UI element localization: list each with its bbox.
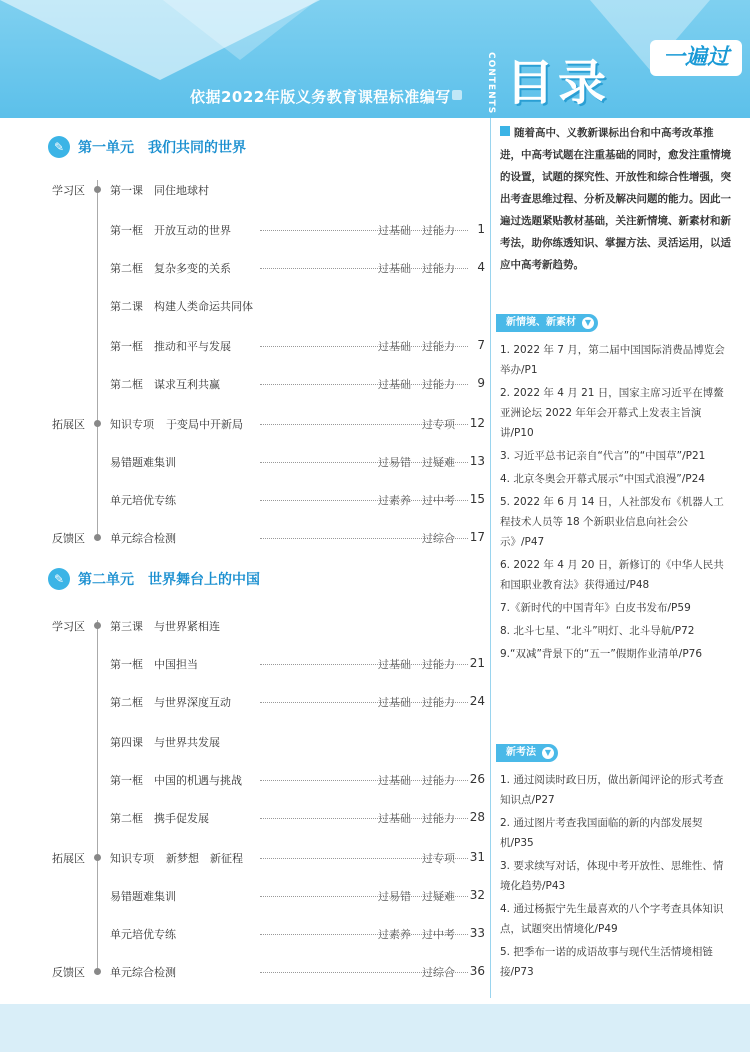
new-method-list xyxy=(500,770,732,985)
tag-basic: 过基础 xyxy=(378,696,411,709)
lesson-number: 第一课 xyxy=(110,184,143,197)
toc-row[interactable] xyxy=(110,182,488,198)
list-item[interactable]: 9.“双减”背景下的“五一”假期作业清单/P76 xyxy=(500,648,703,660)
tag-basic: 过基础 xyxy=(378,774,411,787)
toc-row[interactable] xyxy=(110,810,488,826)
page-header xyxy=(0,0,750,118)
unit-label: 第二单元 xyxy=(78,572,134,588)
tag-literacy: 过素养 xyxy=(378,928,411,941)
toc-row[interactable] xyxy=(110,492,488,508)
new-context-list xyxy=(500,340,732,667)
zone-label-expand: 拓展区 xyxy=(52,852,85,865)
lesson-number: 易错题难集训 xyxy=(110,456,176,469)
timeline-line xyxy=(97,620,98,972)
book-icon xyxy=(452,90,462,100)
list-item[interactable]: 1. 通过阅读时政日历，做出新闻评论的形式考查知识点/P27 xyxy=(500,774,724,806)
square-bullet-icon xyxy=(500,126,510,136)
intro-paragraph xyxy=(500,122,732,276)
chevron-down-icon: ▼ xyxy=(542,747,554,759)
timeline-dot xyxy=(94,186,101,193)
page-number: 36 xyxy=(469,964,485,978)
lesson-number: 第一框 xyxy=(110,340,143,353)
lesson-number: 单元综合检测 xyxy=(110,966,176,979)
footer-band xyxy=(0,998,750,1004)
tag-basic: 过基础 xyxy=(378,812,411,825)
toc-row[interactable] xyxy=(110,926,488,942)
list-item[interactable]: 7.《新时代的中国青年》白皮书发布/P59 xyxy=(500,602,691,614)
lesson-number: 第二框 xyxy=(110,812,143,825)
section-tag-label: 新情境、新素材 xyxy=(506,317,576,328)
tag-ability: 过能力 xyxy=(422,262,455,275)
page-title: 目录 xyxy=(506,55,611,111)
tag-ability: 过能力 xyxy=(422,812,455,825)
toc-row[interactable] xyxy=(110,260,488,276)
timeline-dot xyxy=(94,968,101,975)
lesson-number: 第二课 xyxy=(110,300,143,313)
list-item[interactable]: 6. 2022 年 4 月 20 日，新修订的《中华人民共和国职业教育法》获得通过/P48 xyxy=(500,559,724,591)
page-number: 24 xyxy=(469,694,485,708)
contents-label: CONTENTS xyxy=(486,52,496,115)
zone-label-feedback: 反馈区 xyxy=(52,532,85,545)
toc-row[interactable] xyxy=(110,222,488,238)
toc-row[interactable] xyxy=(110,964,488,980)
page-number: 31 xyxy=(469,850,485,864)
globe-icon: ✎ xyxy=(48,136,70,158)
section-tag-label: 新考法 xyxy=(506,747,536,758)
lesson-number: 第四课 xyxy=(110,736,143,749)
lesson-name: 与世界紧相连 xyxy=(154,620,220,633)
list-item[interactable]: 8. 北斗七星、“北斗”明灯、北斗导航/P72 xyxy=(500,625,695,637)
lesson-number: 第一框 xyxy=(110,224,143,237)
list-item[interactable]: 2. 2022 年 4 月 21 日，国家主席习近平在博鳌亚洲论坛 2022 年年会开幕式上发表主旨演讲/P10 xyxy=(500,387,724,439)
lesson-name: 与世界深度互动 xyxy=(154,696,231,709)
decor-chevron xyxy=(150,0,330,60)
toc-row[interactable] xyxy=(110,734,488,750)
tag-error: 过易错 xyxy=(378,456,411,469)
lesson-number: 第二框 xyxy=(110,696,143,709)
lesson-number: 第二框 xyxy=(110,262,143,275)
page-number: 26 xyxy=(469,772,485,786)
timeline-line xyxy=(97,180,98,540)
timeline-dot xyxy=(94,854,101,861)
section-tag-new-context xyxy=(496,314,598,332)
header-subtitle: 依据2022年版义务教育课程标准编写 xyxy=(190,88,451,106)
lesson-number: 第一框 xyxy=(110,658,143,671)
tag-exam: 过中考 xyxy=(422,928,455,941)
page-footer xyxy=(0,998,750,1052)
timeline-dot xyxy=(94,420,101,427)
lesson-number: 单元培优专练 xyxy=(110,928,176,941)
tag-ability: 过能力 xyxy=(422,224,455,237)
lesson-number: 第二框 xyxy=(110,378,143,391)
unit-title: 我们共同的世界 xyxy=(148,140,246,156)
page-number: 4 xyxy=(477,260,485,274)
toc-row[interactable] xyxy=(110,454,488,470)
toc-row[interactable] xyxy=(110,530,488,546)
brand-logo: 一遍过 xyxy=(650,40,742,76)
lesson-number: 第一框 xyxy=(110,774,143,787)
list-item[interactable]: 1. 2022 年 7 月，第二届中国国际消费品博览会举办/P1 xyxy=(500,344,725,376)
tag-hard: 过疑难 xyxy=(422,890,455,903)
lesson-name: 新梦想 新征程 xyxy=(166,852,243,865)
tag-hard: 过疑难 xyxy=(422,456,455,469)
tag-basic: 过基础 xyxy=(378,262,411,275)
page-number: 7 xyxy=(477,338,485,352)
lesson-number: 知识专项 xyxy=(110,418,154,431)
toc-column xyxy=(0,118,488,998)
tag-basic: 过基础 xyxy=(378,658,411,671)
column-divider xyxy=(490,118,491,998)
lesson-name: 构建人类命运共同体 xyxy=(154,300,253,313)
lesson-name: 与世界共发展 xyxy=(154,736,220,749)
section-tag-new-method xyxy=(496,744,558,762)
globe-icon: ✎ xyxy=(48,568,70,590)
toc-row[interactable] xyxy=(110,376,488,392)
list-item[interactable]: 4. 北京冬奥会开幕式展示“中国式浪漫”/P24 xyxy=(500,473,705,485)
page-number: 33 xyxy=(469,926,485,940)
tag-ability: 过能力 xyxy=(422,658,455,671)
chevron-down-icon: ▼ xyxy=(582,317,594,329)
lesson-number: 知识专项 xyxy=(110,852,154,865)
toc-row[interactable] xyxy=(110,656,488,672)
lesson-name: 携手促发展 xyxy=(154,812,209,825)
lesson-number: 第三课 xyxy=(110,620,143,633)
unit-heading xyxy=(48,136,246,158)
tag-ability: 过能力 xyxy=(422,340,455,353)
toc-row[interactable] xyxy=(110,338,488,354)
page-number: 15 xyxy=(469,492,485,506)
toc-row[interactable] xyxy=(110,694,488,710)
lesson-number: 单元综合检测 xyxy=(110,532,176,545)
toc-row[interactable] xyxy=(110,850,488,866)
page-number: 32 xyxy=(469,888,485,902)
unit-title: 世界舞台上的中国 xyxy=(148,572,260,588)
zone-label-expand: 拓展区 xyxy=(52,418,85,431)
lesson-name: 同住地球村 xyxy=(154,184,209,197)
toc-row[interactable] xyxy=(110,772,488,788)
toc-row[interactable] xyxy=(110,888,488,904)
tag-ability: 过能力 xyxy=(422,774,455,787)
lesson-name: 谋求互利共赢 xyxy=(154,378,220,391)
intro-text: 随着高中、义教新课标出台和中高考改革推进，中高考试题在注重基础的同时，愈发注重情境的设置，试题的探究性、开放性和综合性增强，突出考查思维过程、分析及解决问题的能力。因此一遍过选题紧贴教材基础，关注新情境、新素材和新考法，助你练透知识、掌握方法、灵活运用，以适应中高考新趋势。 xyxy=(500,127,731,271)
list-item[interactable]: 2. 通过图片考查我国面临的新的内部发展契机/P35 xyxy=(500,817,703,849)
toc-row[interactable] xyxy=(110,298,488,314)
tag-exam: 过中考 xyxy=(422,494,455,507)
timeline-dot xyxy=(94,622,101,629)
feature-column xyxy=(496,118,736,998)
page-number: 21 xyxy=(469,656,485,670)
timeline-dot xyxy=(94,534,101,541)
zone-label-study: 学习区 xyxy=(52,184,85,197)
page-number: 1 xyxy=(477,222,485,236)
tag-special: 过专项 xyxy=(422,418,455,431)
tag-basic: 过基础 xyxy=(378,224,411,237)
tag-literacy: 过素养 xyxy=(378,494,411,507)
page-number: 28 xyxy=(469,810,485,824)
page-number: 17 xyxy=(469,530,485,544)
tag-error: 过易错 xyxy=(378,890,411,903)
list-item[interactable]: 3. 习近平总书记亲自“代言”的“中国草”/P21 xyxy=(500,450,706,462)
unit-heading xyxy=(48,568,260,590)
page-number: 12 xyxy=(469,416,485,430)
tag-basic: 过基础 xyxy=(378,340,411,353)
lesson-number: 单元培优专练 xyxy=(110,494,176,507)
page-number: 13 xyxy=(469,454,485,468)
list-item[interactable]: 5. 把季布一诺的成语故事与现代生活情境相链接/P73 xyxy=(500,946,713,978)
toc-row[interactable] xyxy=(110,618,488,634)
lesson-name: 推动和平与发展 xyxy=(154,340,231,353)
lesson-name: 开放互动的世界 xyxy=(154,224,231,237)
lesson-name: 复杂多变的关系 xyxy=(154,262,231,275)
unit-label: 第一单元 xyxy=(78,140,134,156)
zone-label-study: 学习区 xyxy=(52,620,85,633)
list-item[interactable]: 4. 通过杨振宁先生最喜欢的八个字考查具体知识点，试题突出情境化/P49 xyxy=(500,903,724,935)
lesson-name: 中国担当 xyxy=(154,658,198,671)
page-number: 9 xyxy=(477,376,485,390)
tag-basic: 过基础 xyxy=(378,378,411,391)
list-item[interactable]: 3. 要求续写对话，体现中考开放性、思维性、情境化趋势/P43 xyxy=(500,860,724,892)
zone-label-feedback: 反馈区 xyxy=(52,966,85,979)
tag-special: 过专项 xyxy=(422,852,455,865)
tag-comprehensive: 过综合 xyxy=(422,966,455,979)
tag-ability: 过能力 xyxy=(422,378,455,391)
lesson-name: 中国的机遇与挑战 xyxy=(154,774,242,787)
toc-row[interactable] xyxy=(110,416,488,432)
lesson-number: 易错题难集训 xyxy=(110,890,176,903)
lesson-name: 于变局中开新局 xyxy=(166,418,243,431)
list-item[interactable]: 5. 2022 年 6 月 14 日，人社部发布《机器人工程技术人员等 18 个新职业信息向社会公示》/P47 xyxy=(500,496,724,548)
tag-ability: 过能力 xyxy=(422,696,455,709)
tag-comprehensive: 过综合 xyxy=(422,532,455,545)
